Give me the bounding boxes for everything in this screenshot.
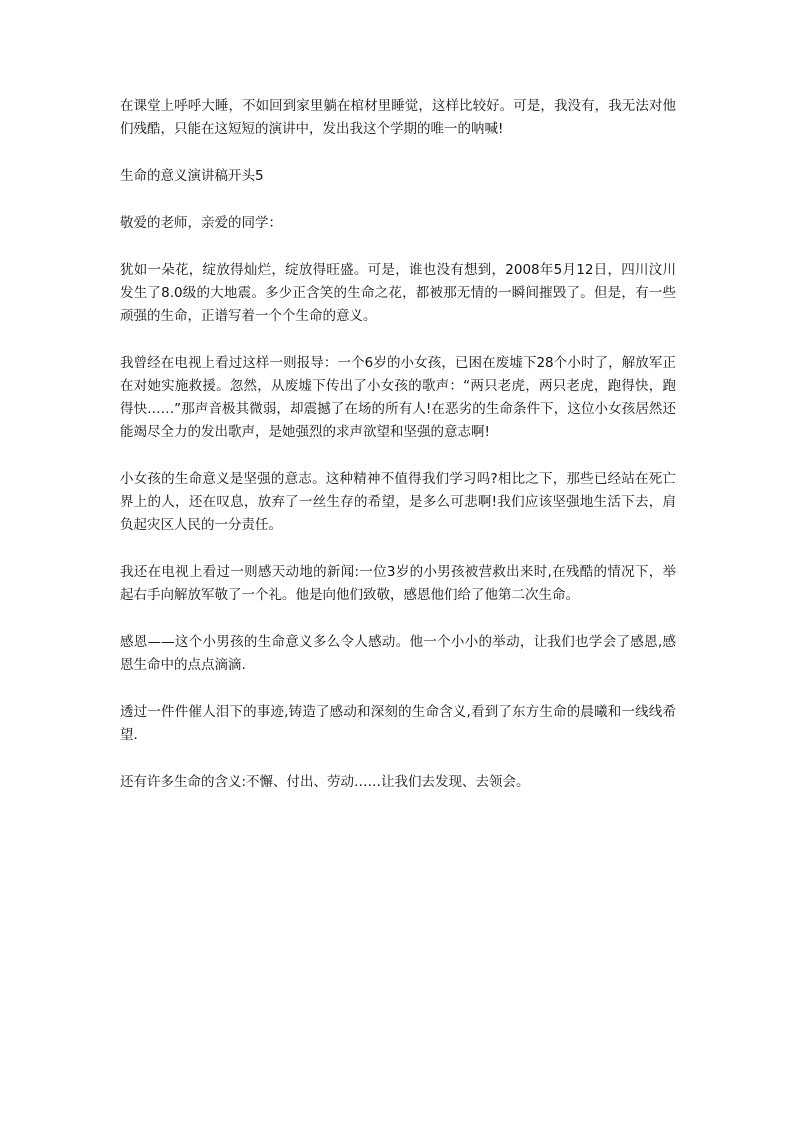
- document-body: [120, 95, 676, 818]
- section-heading: 生命的意义演讲稿开头5: [120, 168, 264, 184]
- paragraph-girl-meaning: 小女孩的生命意义是坚强的意志。这种精神不值得我们学习吗?相比之下，那些已经站在死亡界上的人，还在叹息，放弃了一丝生存的希望，是多么可悲啊!我们应该坚强地生活下去，肩负起灾区人民的一分责任。: [120, 471, 676, 533]
- salutation: 敬爱的老师，亲爱的同学：: [120, 215, 282, 231]
- paragraph-boy-story: 我还在电视上看过一则感天动地的新闻:一位3岁的小男孩被营救出来时,在残酷的情况下，举起右手向解放军敬了一个礼。他是向他们致敬，感恩他们给了他第二次生命。: [120, 564, 676, 603]
- paragraph-gratitude: 感恩——这个小男孩的生命意义多么令人感动。他一个小小的举动，让我们也学会了感恩,感恩生命中的点点滴滴.: [120, 634, 676, 673]
- paragraph-hope: 透过一件件催人泪下的事迹,铸造了感动和深刻的生命含义,看到了东方生命的晨曦和一线线希望.: [120, 704, 676, 743]
- paragraph-girl-story: 我曾经在电视上看过这样一则报导：一个6岁的小女孩，已困在废墟下28个小时了，解放军正在对她实施救援。忽然，从废墟下传出了小女孩的歌声：“两只老虎，两只老虎，跑得快，跑得快……”那声音极其微弱，却震撼了在场的所有人!在恶劣的生命条件下，这位小女孩居然还能竭尽全力的发出歌声，是她强烈的求声欲望和坚强的意志啊!: [120, 355, 676, 440]
- paragraph-conclusion: 还有许多生命的含义:不懈、付出、劳动……让我们去发现、去领会。: [120, 774, 530, 790]
- paragraph-intro-continuation: 在课堂上呼呼大睡，不如回到家里躺在棺材里睡觉，这样比较好。可是，我没有，我无法对他们残酷，只能在这短短的演讲中，发出我这个学期的唯一的呐喊!: [120, 98, 676, 137]
- paragraph-earthquake: 犹如一朵花，绽放得灿烂，绽放得旺盛。可是，谁也没有想到，2008年5月12日，四川汶川发生了8.0级的大地震。多少正含笑的生命之花，都被那无情的一瞬间摧毁了。但是，有一些顽强的生命，正谱写着一个个生命的意义。: [120, 262, 676, 324]
